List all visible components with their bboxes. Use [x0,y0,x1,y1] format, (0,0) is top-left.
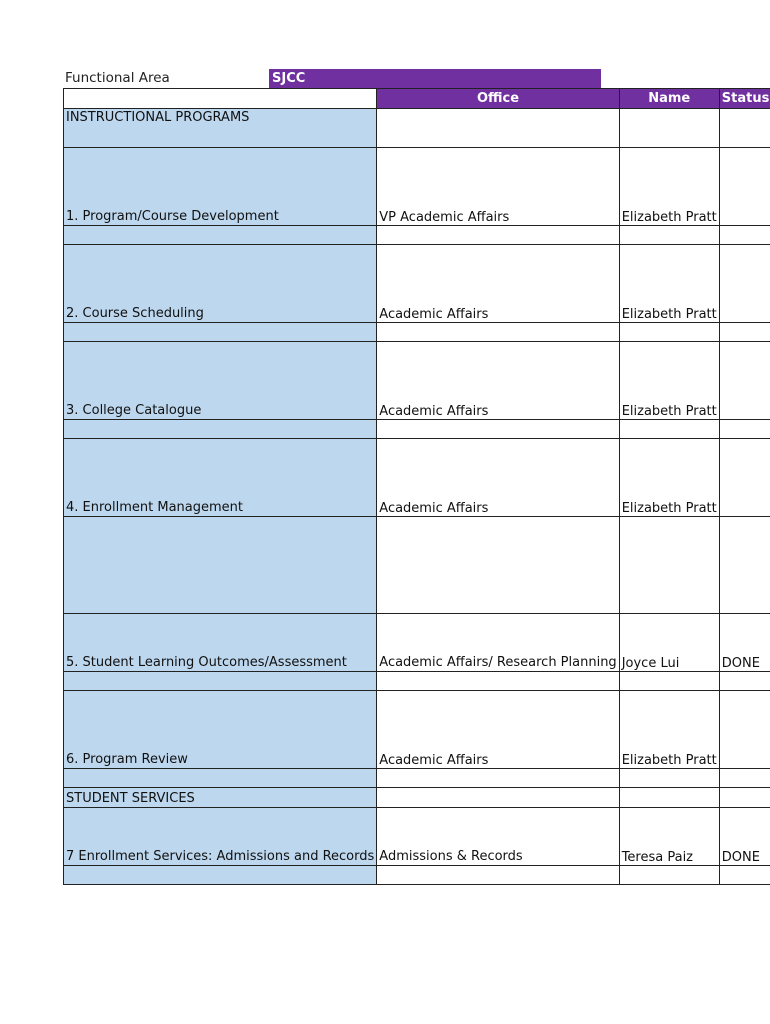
name-cell: Elizabeth Pratt [619,245,719,323]
table-row [64,866,770,885]
name-cell [619,672,719,691]
status-cell [719,226,770,245]
assignment-table [63,88,770,885]
table-row [64,691,770,769]
header-spacer [64,89,377,109]
college-header: SJCC [269,69,601,88]
status-cell [719,517,770,614]
table-row [64,672,770,691]
office-cell: Academic Affairs [377,691,619,769]
functional-area-cell: 2. Course Scheduling [64,245,377,323]
table-row [64,769,770,788]
table-row [64,517,770,614]
name-cell: Elizabeth Pratt [619,439,719,517]
status-cell [719,245,770,323]
name-cell [619,769,719,788]
name-cell [619,866,719,885]
functional-area-cell: 3. College Catalogue [64,342,377,420]
office-cell: Academic Affairs [377,245,619,323]
name-cell: Elizabeth Pratt [619,148,719,226]
name-cell [619,226,719,245]
table-row [64,148,770,226]
functional-area-cell [64,769,377,788]
office-cell: Academic Affairs/ Research Planning [377,614,619,672]
section-heading: INSTRUCTIONAL PROGRAMS [64,109,377,148]
table-row [64,439,770,517]
functional-area-cell [64,672,377,691]
status-cell [719,109,770,148]
table-row [64,614,770,672]
name-cell [619,788,719,808]
office-cell [377,109,619,148]
functional-area-cell: 1. Program/Course Development [64,148,377,226]
functional-area-label: Functional Area [65,70,170,86]
office-cell: Admissions & Records [377,808,619,866]
column-header-name: Name [619,89,719,109]
functional-area-cell [64,517,377,614]
office-cell: Academic Affairs [377,439,619,517]
status-cell [719,420,770,439]
functional-area-cell: 7 Enrollment Services: Admissions and Records [64,808,377,866]
name-cell: Teresa Paiz [619,808,719,866]
office-cell [377,788,619,808]
status-cell: DONE [719,614,770,672]
office-cell [377,226,619,245]
functional-area-cell: 5. Student Learning Outcomes/Assessment [64,614,377,672]
office-cell [377,672,619,691]
office-cell [377,866,619,885]
table-row [64,323,770,342]
functional-area-cell [64,420,377,439]
name-cell [619,420,719,439]
column-header-office: Office [377,89,619,109]
name-cell [619,517,719,614]
functional-area-cell [64,323,377,342]
table-row [64,420,770,439]
status-cell: DONE [719,808,770,866]
status-cell [719,769,770,788]
column-header-status: Status [719,89,770,109]
office-cell [377,323,619,342]
name-cell: Elizabeth Pratt [619,691,719,769]
functional-area-cell [64,866,377,885]
name-cell: Elizabeth Pratt [619,342,719,420]
name-cell [619,109,719,148]
status-cell [719,788,770,808]
status-cell [719,691,770,769]
functional-area-cell: 4. Enrollment Management [64,439,377,517]
functional-area-cell [64,226,377,245]
section-heading: STUDENT SERVICES [64,788,377,808]
table-row [64,245,770,323]
table-row [64,808,770,866]
status-cell [719,148,770,226]
status-cell [719,672,770,691]
table-row [64,342,770,420]
status-cell [719,866,770,885]
status-cell [719,323,770,342]
status-cell [719,342,770,420]
table-row [64,109,770,148]
status-cell [719,439,770,517]
office-cell: VP Academic Affairs [377,148,619,226]
office-cell [377,769,619,788]
office-cell: Academic Affairs [377,342,619,420]
functional-area-cell: 6. Program Review [64,691,377,769]
office-cell [377,517,619,614]
table-row [64,788,770,808]
office-cell [377,420,619,439]
table-row [64,226,770,245]
name-cell [619,323,719,342]
name-cell: Joyce Lui [619,614,719,672]
